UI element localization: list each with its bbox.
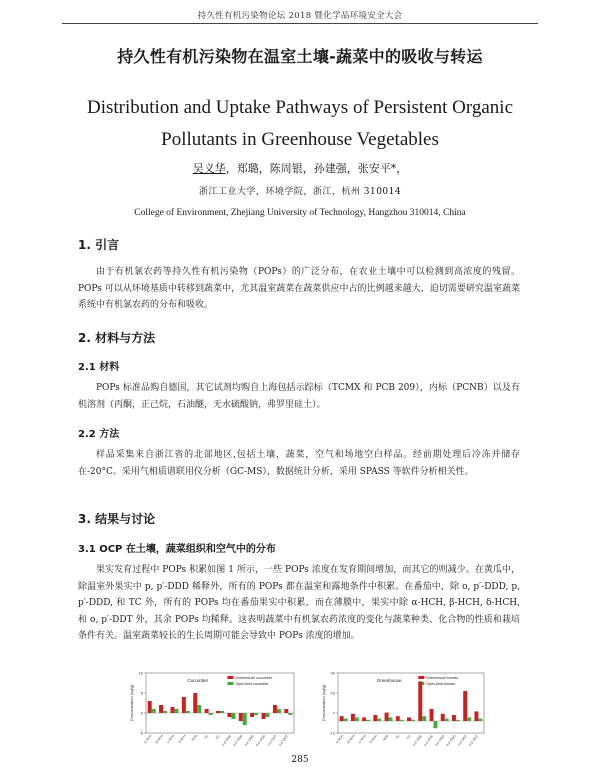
bar-series2	[163, 711, 167, 713]
method-paragraph: 样品采集来自浙江省的北部地区,包括土壤，蔬菜，空气和场地空白样品。经前期处理后冷冻并储存在-20°C。采用气相质谱联用仪分析（GC-MS），数据统计分析，采用 SPASS 等软件分析相关性。	[78, 450, 520, 477]
x-tick-label: TC	[394, 734, 401, 740]
bar-series1	[216, 711, 220, 713]
bar-series2	[389, 717, 393, 721]
bar-series1	[418, 681, 422, 721]
bar-series1	[362, 717, 366, 721]
bar-series2	[433, 721, 437, 728]
y-tick-label: -5	[139, 730, 143, 736]
x-tick-label: α-HCH	[143, 734, 153, 745]
x-tick-label: β-HCH	[346, 734, 356, 745]
legend-swatch	[227, 682, 233, 685]
author-list	[0, 160, 600, 176]
x-tick-label: α-HCH	[335, 734, 345, 745]
x-tick-label: HCB	[381, 734, 390, 742]
x-tick-label: p,p'-DDD	[254, 734, 267, 747]
x-tick-label: o,p'-DDD	[243, 734, 255, 747]
bar-series2	[174, 709, 178, 713]
bar-series2	[400, 720, 404, 721]
y-tick-label: 7	[332, 710, 335, 716]
bar-series2	[152, 709, 156, 713]
bar-series1	[284, 709, 288, 713]
bar-series2	[456, 720, 460, 721]
subsection-heading-materials: 2.1 材料	[78, 362, 120, 373]
x-tick-label: o,p'-DDE	[411, 734, 423, 747]
bar-series1	[340, 716, 344, 721]
bar-series1	[463, 691, 467, 721]
first-author[interactable]: 吴义华	[192, 162, 226, 175]
bar-series1	[159, 705, 163, 713]
plot-frame	[338, 673, 484, 733]
y-tick-label: 0	[140, 710, 143, 716]
y-tick-label: 10	[138, 670, 143, 676]
bar-series2	[478, 719, 482, 721]
x-tick-label: γ-HCH	[357, 734, 367, 744]
y-tick-label: 40	[330, 670, 335, 676]
bar-series1	[385, 713, 389, 721]
y-axis-label: Concentration (ng/g)	[321, 684, 326, 722]
affiliation-chinese: 浙江工业大学，环境学院，浙江，杭州 310014	[198, 187, 402, 197]
bar-series1	[373, 715, 377, 721]
section-heading-introduction: 1. 引言	[78, 238, 120, 252]
legend-label: Open-field cucumber	[235, 681, 269, 686]
bar-series1	[239, 713, 243, 721]
materials-paragraph: POPs 标准品购自德国，其它试剂均购自上海包括示踪标（TCMX 和 PCB 209），内标（PCNB）以及有机溶剂（丙酮，正己烷，石油醚，无水硫酸钠，弗罗里硅土）。	[78, 383, 520, 410]
bar-series1	[441, 714, 445, 721]
bar-series1	[452, 715, 456, 721]
bar-series2	[377, 719, 381, 721]
paper-title-chinese: 持久性有机污染物在温室土壤-蔬菜中的吸收与转运	[117, 47, 483, 66]
y-tick-label: -10	[329, 730, 335, 736]
subsection-heading-ocp-distribution: 3.1 OCP 在土壤，蔬菜组织和空气中的分布	[78, 544, 276, 555]
affiliation-english: College of Environment, Zhejiang University of Technology, Hangzhou 310014, China	[134, 208, 466, 218]
legend-label: Greenhouse cucumber	[235, 675, 272, 680]
bar-series2	[355, 717, 359, 721]
x-tick-label: p,p'-DDE	[422, 734, 435, 747]
bar-series1	[250, 713, 254, 717]
chart-title: Greenhouse	[376, 678, 402, 683]
bar-series2	[445, 719, 449, 721]
x-tick-label: TC	[203, 734, 210, 740]
bar-series1	[407, 717, 411, 721]
y-axis-label: Concentration (ng/g)	[129, 684, 134, 722]
section-heading-methods: 2. 材料与方法	[78, 331, 156, 345]
running-header: 持久性有机污染物论坛 2018 暨化学品环境安全大会	[197, 11, 403, 21]
introduction-paragraph: 由于有机氯农药等持久性有机污染物（POPs）的广泛分布，在农业土壤中可以检测到高浓度的残留。POPs 可以从环境基质中转移到蔬菜中，尤其温室蔬菜在蔬菜供应中占的比例越来越大，迫切需要研究温室蔬菜系统中有机氯农药的分布和吸收。	[78, 267, 520, 310]
bar-series1	[227, 713, 231, 717]
bar-series1	[474, 711, 478, 721]
bar-series1	[205, 709, 209, 713]
bar-series2	[422, 716, 426, 721]
bar-series1	[148, 701, 152, 713]
x-tick-label: o,p'-DDE	[220, 734, 233, 747]
legend-label: Open-field tomato	[426, 681, 455, 686]
legend-swatch	[227, 676, 233, 679]
x-tick-label: γ-HCH	[166, 734, 176, 744]
bar-series1	[182, 697, 186, 713]
x-tick-label: δ-HCH	[368, 734, 379, 745]
x-tick-label: p,p'-DDD	[445, 734, 457, 747]
x-tick-label: o,p'-DDT	[456, 734, 468, 747]
x-tick-label: o,p'-DDT	[266, 734, 278, 747]
x-tick-label: p,p'-DDT	[277, 734, 290, 747]
x-tick-label: o,p'-DDD	[434, 734, 446, 747]
y-tick-label: 23	[330, 690, 335, 696]
bar-series2	[277, 709, 281, 713]
x-tick-label: p,p'-DDT	[467, 734, 480, 747]
bar-series1	[430, 709, 434, 721]
bar-series2	[344, 719, 348, 721]
section-heading-results: 3. 结果与讨论	[78, 512, 156, 526]
bar-series1	[273, 705, 277, 713]
y-tick-label: 5	[140, 690, 143, 696]
other-authors: ，郑璐，陈周银，孙建强，张安平*，	[225, 162, 408, 175]
legend-swatch	[418, 676, 424, 679]
bar-series2	[288, 713, 292, 715]
bar-series2	[243, 713, 247, 725]
chart-title: Cucumber	[187, 678, 209, 683]
bar-series1	[396, 716, 400, 721]
bar-series2	[197, 705, 201, 713]
bar-series2	[209, 713, 213, 715]
legend-label: Greenhouse tomato	[426, 675, 459, 680]
bar-series2	[231, 713, 235, 719]
bar-series2	[220, 711, 224, 713]
results-paragraph: 果实发育过程中 POPs 积累如图 1 所示，一些 POPs 浓度在发育期间增加，而其它的则减少。在黄瓜中，除温室外果实中 p, p′-DDD 稀释外，所有的 POPs 都在温室和露地条件中积累。在番茄中，除 o, p′-DDD, p, p′-DDD, 和 TC 外，所有的 POPs 均在番茄果实中积累，而在薄膜中，果实中除 α-HCH, β-HCH, δ-HCH, 和 o, p′-DDT 外，其余 POPs 均稀释。这表明蔬菜中有机氯农药浓度的变化与蔬菜种类、化合物的性质和栽培条件有关。温室蔬菜较长的生长周期可能会导致中 POPs 浓度的增加。	[78, 565, 520, 641]
x-tick-label: p,p'-DDE	[232, 734, 244, 747]
bar-series1	[262, 713, 266, 719]
page-number: 285	[291, 755, 309, 765]
paper-title-english: Distribution and Uptake Pathways of Persistent Organic Pollutants in Greenhouse Vegetables	[86, 97, 514, 150]
bar-series2	[467, 717, 471, 721]
x-tick-label: CC	[214, 734, 221, 741]
bar-series2	[254, 713, 258, 715]
x-tick-label: β-HCH	[154, 734, 164, 745]
figure-tomato-chart	[320, 667, 488, 759]
plot-frame	[146, 673, 294, 733]
bar-series1	[351, 714, 355, 721]
header-divider	[62, 23, 538, 24]
x-tick-label: δ-HCH	[177, 734, 187, 745]
bar-series1	[193, 693, 197, 713]
bar-series2	[186, 711, 190, 713]
bar-series2	[366, 720, 370, 721]
bar-series1	[170, 707, 174, 713]
bar-series2	[411, 720, 415, 721]
figure-cucumber-chart	[128, 667, 298, 759]
bar-series2	[266, 713, 270, 717]
x-tick-label: CC	[405, 734, 412, 741]
subsection-heading-method: 2.2 方法	[78, 429, 120, 440]
x-tick-label: HCB	[190, 734, 198, 742]
